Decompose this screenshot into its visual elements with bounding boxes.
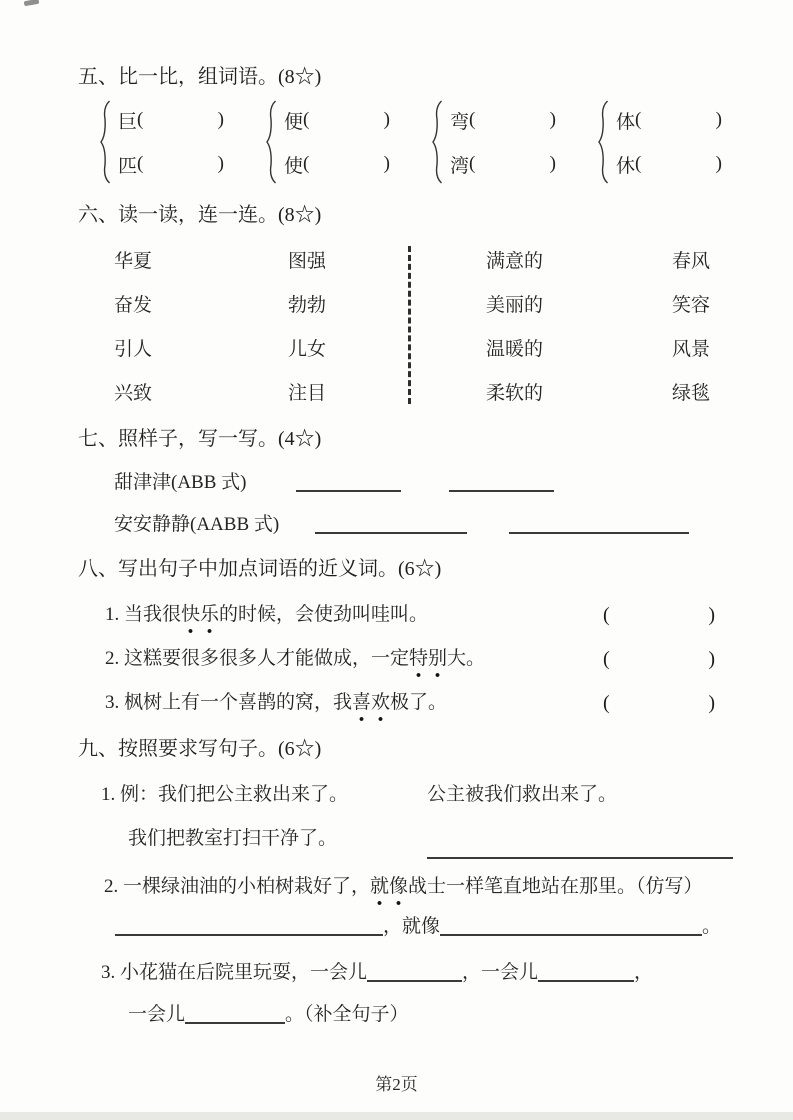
answer-blank (440, 934, 702, 936)
sentence-pre: 2. 一棵绿油油的小柏树栽好了， (104, 876, 371, 897)
word-blank-line (118, 142, 224, 186)
close-paren: ) (383, 109, 390, 130)
answer-blank (115, 934, 383, 936)
dotted-word: 快乐 (181, 602, 219, 634)
char: 便 (284, 111, 304, 133)
word-pair-groups (100, 98, 764, 186)
complete-sentence-row-1 (101, 960, 653, 986)
answer-blank (296, 490, 401, 492)
complete-sentence-row-2 (128, 1002, 409, 1028)
answer-blank (538, 980, 634, 982)
answer-blank (367, 980, 462, 982)
scan-artifact (24, 0, 40, 6)
abb-prompt: 甜津津(ABB 式) (114, 472, 247, 493)
match-column-2 (288, 240, 326, 416)
close-paren: ) (708, 647, 715, 670)
word-pair-group (432, 98, 556, 186)
close-paren: ) (549, 109, 556, 130)
sentence-part: ，一会儿 (462, 962, 539, 983)
section-eight-title: 八、写出句子中加点词语的近义词。(6☆) (78, 558, 442, 580)
word-pair-group (266, 98, 390, 186)
match-column-3 (486, 240, 543, 416)
match-word: 注目 (288, 383, 327, 404)
match-word: 春风 (672, 251, 711, 272)
close-paren: ) (549, 153, 556, 174)
sentence-pre: 1. 当我很 (105, 604, 182, 625)
imitate-answer-row (115, 914, 721, 940)
period-text: 。 (702, 916, 722, 937)
sentence-post: 大。 (447, 648, 486, 669)
match-column-4 (672, 240, 710, 416)
match-word: 满意的 (486, 251, 544, 272)
open-paren: ( (603, 603, 610, 626)
answer-blank (427, 826, 733, 859)
answer-parens (603, 692, 715, 715)
char: 体 (616, 111, 636, 133)
example-sentence: 1. 例：我们把公主救出来了。 (101, 784, 349, 805)
char: 湾 (450, 155, 470, 177)
brace-icon (266, 100, 277, 184)
match-word: 奋发 (114, 295, 153, 316)
word-blank-line (284, 142, 390, 186)
rewrite-prompt: 我们把教室打扫干净了。 (128, 828, 338, 849)
dotted-word: 就像 (370, 874, 408, 906)
section-seven-title: 七、照样子，写一写。(4☆) (78, 428, 322, 450)
page-number: 第2页 (375, 1075, 418, 1094)
open-paren: ( (603, 691, 610, 714)
connector-text: ，就像 (383, 916, 441, 937)
close-paren: ) (383, 153, 390, 174)
open-paren: ( (137, 109, 144, 130)
close-paren: ) (708, 603, 715, 626)
dotted-divider-line (408, 246, 411, 404)
match-word: 勃勃 (288, 295, 327, 316)
answer-blank (315, 532, 467, 534)
open-paren: ( (137, 153, 144, 174)
sentence-post: 极了。 (390, 692, 448, 713)
word-pair-group (100, 98, 224, 186)
match-word: 华夏 (114, 251, 153, 272)
abb-row (114, 470, 554, 496)
match-word: 兴致 (114, 383, 153, 404)
section-nine-title: 九、按照要求写句子。(6☆) (78, 738, 322, 760)
answer-blank (449, 490, 554, 492)
answer-blank (509, 532, 689, 534)
match-word: 风景 (672, 339, 711, 360)
match-word: 柔软的 (486, 383, 544, 404)
open-paren: ( (635, 153, 642, 174)
close-paren: ) (715, 153, 722, 174)
match-word: 引人 (114, 339, 153, 360)
synonym-item-3 (105, 690, 715, 716)
section-five-title: 五、比一比，组词语。(8☆) (78, 66, 322, 88)
answer-blank (185, 1022, 285, 1024)
answer-parens (603, 604, 715, 627)
char: 巨 (118, 111, 138, 133)
sentence-pre: 3. 枫树上有一个喜鹊的窝，我 (105, 692, 353, 713)
sentence-post: 战士一样笔直地站在那里。（仿写） (408, 876, 703, 897)
open-paren: ( (303, 109, 310, 130)
match-word: 绿毯 (672, 383, 711, 404)
char: 匹 (118, 155, 138, 177)
sentence-part: 。（补全句子） (285, 1004, 409, 1025)
sentence-part: 一会儿 (128, 1004, 186, 1025)
word-pair-group (598, 98, 722, 186)
char: 弯 (450, 111, 470, 133)
match-word: 儿女 (288, 339, 327, 360)
close-paren: ) (217, 109, 224, 130)
dotted-word: 喜欢 (352, 690, 390, 722)
sentence-post: 的时候，会使劲叫哇叫。 (219, 604, 429, 625)
answer-parens (603, 648, 715, 671)
close-paren: ) (217, 153, 224, 174)
match-word: 温暖的 (486, 339, 544, 360)
match-column-1 (114, 240, 152, 416)
dotted-word: 特别 (409, 646, 447, 678)
char: 使 (284, 155, 304, 177)
brace-icon (432, 100, 443, 184)
matching-area (0, 240, 793, 412)
brace-icon (598, 100, 609, 184)
aabb-row (114, 512, 689, 538)
sentence-part: 3. 小花猫在后院里玩耍，一会儿 (101, 962, 368, 983)
open-paren: ( (469, 153, 476, 174)
scan-edge (0, 1112, 793, 1120)
match-word: 美丽的 (486, 295, 544, 316)
section-six-title: 六、读一读，连一连。(8☆) (78, 204, 322, 226)
word-blank-line (450, 98, 556, 142)
example-answer: 公主被我们救出来了。 (427, 784, 618, 805)
word-blank-line (616, 142, 722, 186)
close-paren: ) (708, 691, 715, 714)
sentence-pre: 2. 这糕要很多很多人才能做成，一定 (105, 648, 410, 669)
synonym-item-1 (105, 602, 715, 628)
sentence-part: ， (634, 962, 654, 983)
word-blank-line (118, 98, 224, 142)
open-paren: ( (469, 109, 476, 130)
word-blank-line (450, 142, 556, 186)
imitate-sentence (104, 874, 703, 900)
open-paren: ( (635, 109, 642, 130)
brace-icon (100, 100, 111, 184)
word-blank-line (616, 98, 722, 142)
open-paren: ( (303, 153, 310, 174)
synonym-item-2 (105, 646, 715, 672)
match-word: 图强 (288, 251, 327, 272)
char: 休 (616, 155, 636, 177)
match-word: 笑容 (672, 295, 711, 316)
close-paren: ) (715, 109, 722, 130)
word-blank-line (284, 98, 390, 142)
aabb-prompt: 安安静静(AABB 式) (114, 514, 280, 535)
open-paren: ( (603, 647, 610, 670)
